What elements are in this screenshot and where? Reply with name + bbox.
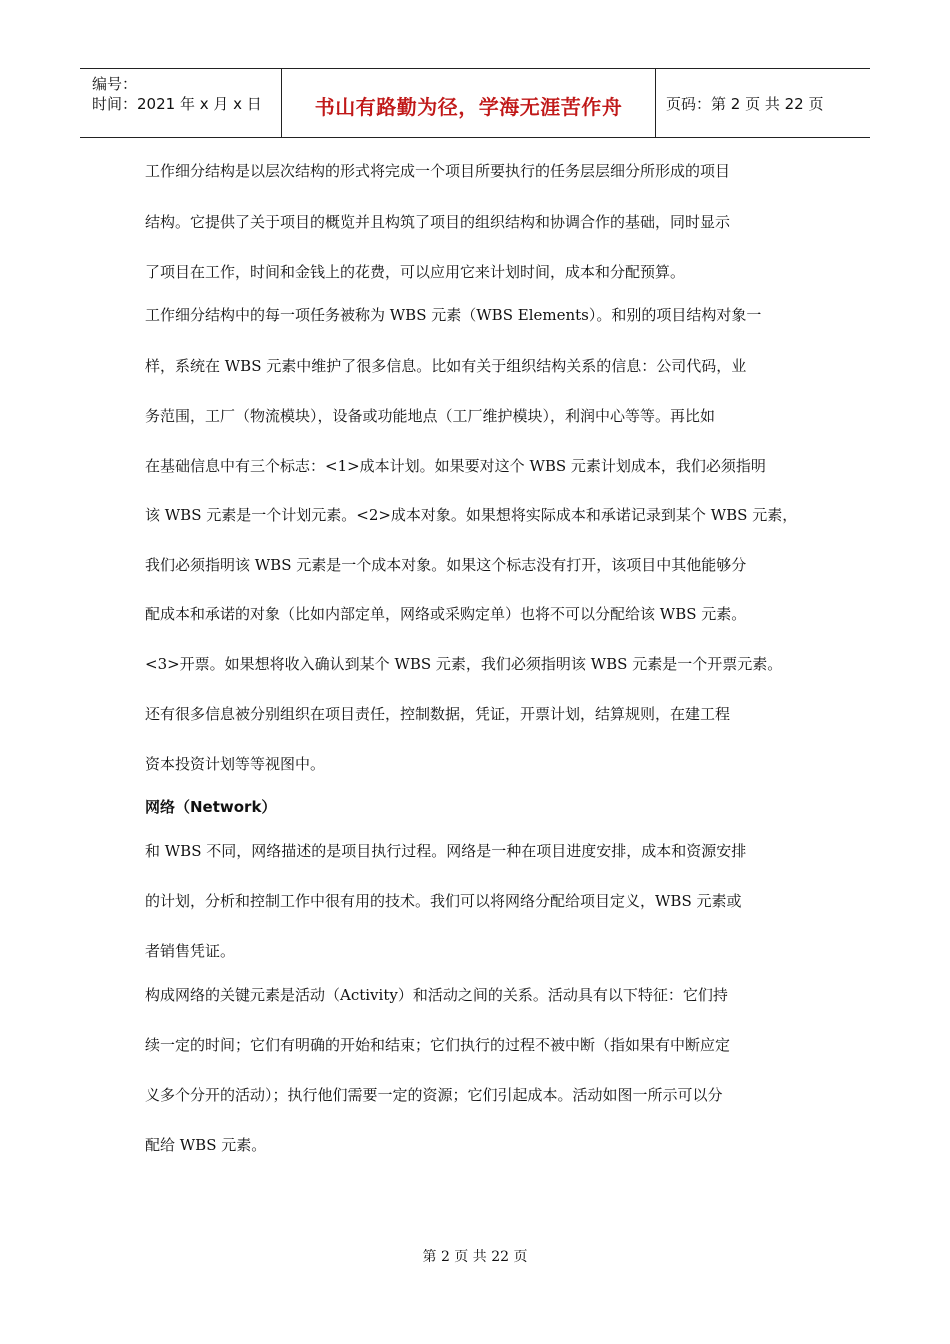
body-line: 工作细分结构中的每一项任务被称为 WBS 元素（WBS Elements）。和别的项目结构对象一: [145, 306, 762, 324]
motto-text: 书山有路勤为径，学海无涯苦作舟: [314, 95, 623, 119]
body-line: 续一定的时间；它们有明确的开始和结束；它们执行的过程不被中断（指如果有中断应定: [145, 1036, 731, 1054]
page-footer: 第 2 页 共 22 页: [422, 1249, 528, 1265]
number-label: 编号：: [92, 75, 138, 93]
body-line: 配成本和承诺的对象（比如内部定单，网络或采购定单）也将不可以分配给该 WBS 元素。: [145, 605, 747, 623]
body-line: 和 WBS 不同，网络描述的是项目执行过程。网络是一种在项目进度安排，成本和资源安排: [145, 842, 747, 860]
body-line: 在基础信息中有三个标志：<1>成本计划。如果要对这个 WBS 元素计划成本，我们必须指明: [145, 457, 766, 475]
header-meta-cell: [80, 69, 282, 137]
page-header: [80, 68, 870, 138]
body-line: 配给 WBS 元素。: [145, 1136, 267, 1154]
body-line: 还有很多信息被分别组织在项目责任，控制数据，凭证，开票计划，结算规则，在建工程: [145, 705, 731, 723]
body-line: 样，系统在 WBS 元素中维护了很多信息。比如有关于组织结构关系的信息：公司代码，业: [145, 357, 747, 375]
body-line: 者销售凭证。: [145, 942, 236, 960]
body-line: 了项目在工作，时间和金钱上的花费，可以应用它来计划时间，成本和分配预算。: [145, 263, 686, 281]
body-line: 的计划，分析和控制工作中很有用的技术。我们可以将网络分配给项目定义，WBS 元素或: [145, 892, 742, 910]
date-label: 时间：2021 年 x 月 x 日: [92, 95, 262, 113]
body-line: 结构。它提供了关于项目的概览并且构筑了项目的组织结构和协调合作的基础，同时显示: [145, 213, 731, 231]
body-line: 我们必须指明该 WBS 元素是一个成本对象。如果这个标志没有打开，该项目中其他能够分: [145, 556, 747, 574]
header-page-cell: [656, 69, 870, 137]
body-line: 务范围，工厂（物流模块），设备或功能地点（工厂维护模块），利润中心等等。再比如: [145, 407, 716, 425]
body-line: 构成网络的关键元素是活动（Activity）和活动之间的关系。活动具有以下特征：它们持: [145, 986, 728, 1004]
body-line: 义多个分开的活动）；执行他们需要一定的资源；它们引起成本。活动如图一所示可以分: [145, 1086, 723, 1104]
body-line: 资本投资计划等等视图中。: [145, 755, 326, 773]
body-line: 工作细分结构是以层次结构的形式将完成一个项目所要执行的任务层层细分所形成的项目: [145, 162, 731, 180]
header-motto-cell: [282, 69, 656, 137]
header-page-info: 页码：第 2 页 共 22 页: [666, 95, 824, 113]
body-line: 该 WBS 元素是一个计划元素。<2>成本对象。如果想将实际成本和承诺记录到某个 WBS 元素，: [145, 506, 798, 524]
body-line: <3>开票。如果想将收入确认到某个 WBS 元素，我们必须指明该 WBS 元素是一个开票元素。: [145, 655, 783, 673]
section-heading-network: 网络（Network）: [145, 798, 277, 816]
